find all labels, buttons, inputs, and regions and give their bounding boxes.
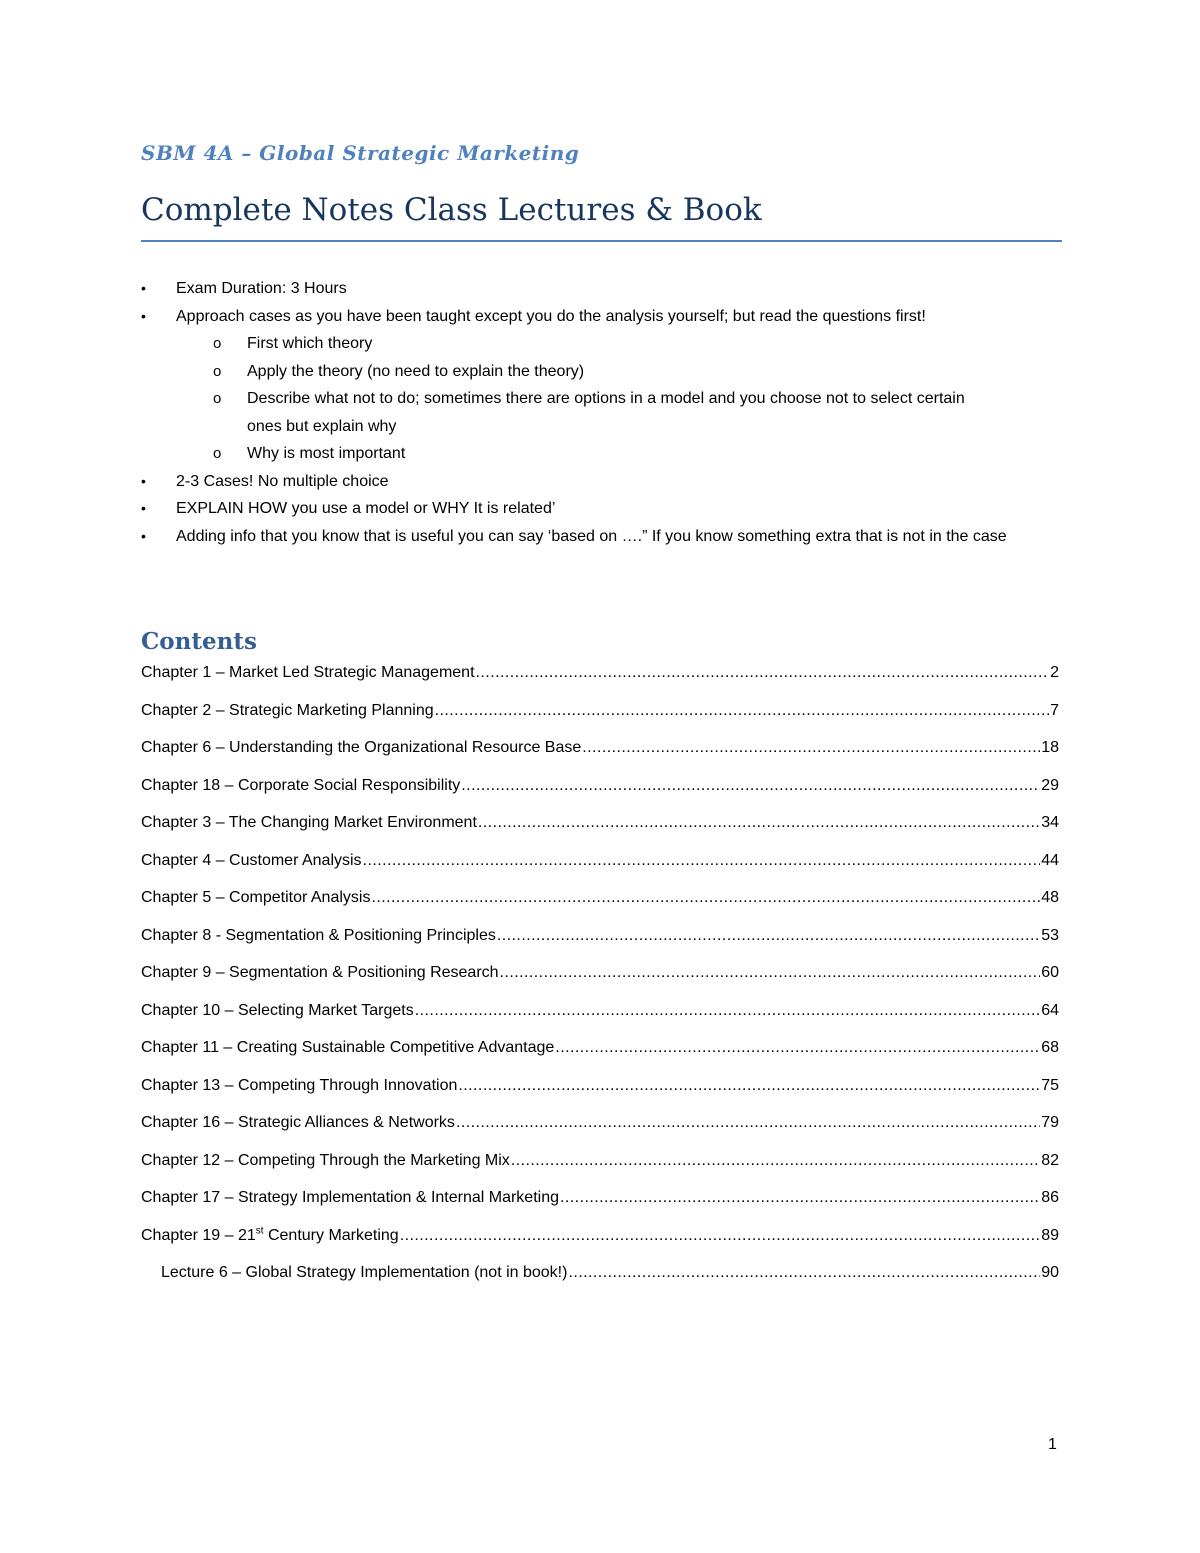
toc-page-number: 7: [1050, 701, 1059, 719]
toc-entry-chapter-4[interactable]: [141, 852, 1059, 890]
toc-dot-leader: [560, 1189, 1040, 1207]
list-item-text: 2-3 Cases! No multiple choice: [176, 472, 389, 490]
toc-page-number: 79: [1041, 1114, 1059, 1131]
toc-entry-label: Chapter 11 – Creating Sustainable Competitive Advantage: [141, 1039, 555, 1056]
toc-dot-leader: [582, 739, 1040, 757]
sub-bullet-marker: o: [213, 362, 222, 380]
sub-list-item: [141, 330, 1062, 358]
toc-page-number: 34: [1041, 814, 1059, 831]
toc-page-number: 82: [1041, 1151, 1059, 1169]
list-item: [141, 468, 1062, 496]
bullet-marker: •: [141, 472, 146, 489]
toc-dot-leader: [458, 1077, 1040, 1095]
toc-entry-label: Chapter 16 – Strategic Alliances & Networks: [141, 1114, 455, 1131]
toc-dot-leader: [568, 1264, 1040, 1282]
toc-page-number: 44: [1041, 851, 1059, 869]
toc-page-number: 48: [1041, 889, 1059, 906]
list-item-text: Approach cases as you have been taught except you do the analysis yourself; but read the questions first!: [176, 307, 926, 325]
sub-list-item-text: Apply the theory (no need to explain the theory): [247, 362, 585, 380]
toc-entry-chapter-9[interactable]: [141, 964, 1059, 1002]
toc-entry-chapter-5[interactable]: [141, 889, 1059, 927]
toc-entry-label: Chapter 6 – Understanding the Organizational Resource Base: [141, 739, 582, 756]
toc-dot-leader: [400, 1227, 1041, 1245]
toc-entry-label: Chapter 18 – Corporate Social Responsibility: [141, 776, 461, 794]
toc-entry-label: Chapter 12 – Competing Through the Marketing Mix: [141, 1151, 510, 1169]
list-item-text: Adding info that you know that is useful you can say ‘based on ….” If you know something extra that is not in the case: [176, 527, 1007, 545]
bullet-marker: •: [141, 280, 146, 296]
bullet-marker: •: [141, 527, 146, 544]
document-title: Complete Notes Class Lectures & Book: [141, 192, 762, 228]
toc-entry-chapter-19[interactable]: [141, 1227, 1059, 1265]
toc-entry-label: [141, 1227, 399, 1245]
list-item-text: EXPLAIN HOW you use a model or WHY It is related’: [176, 500, 556, 517]
sub-list-item: [141, 440, 1062, 468]
toc-page-number: 18: [1041, 739, 1059, 756]
toc-entry-label: Chapter 3 – The Changing Market Environment: [141, 814, 477, 831]
toc-dot-leader: [415, 1002, 1040, 1020]
toc-page-number: 2: [1050, 664, 1059, 681]
toc-page-number: 75: [1041, 1076, 1059, 1094]
toc-page-number: 60: [1041, 964, 1059, 981]
document-subtitle: SBM 4A – Global Strategic Marketing: [141, 141, 580, 165]
toc-entry-chapter-10[interactable]: [141, 1002, 1059, 1040]
toc-page-number: 53: [1041, 926, 1059, 944]
list-item: [141, 495, 1062, 523]
sub-list-item-text: Describe what not to do; sometimes there are options in a model and you choose not to select certain ones but explain why: [247, 390, 965, 435]
toc-dot-leader: [497, 927, 1040, 945]
sub-bullet-marker: o: [213, 390, 222, 407]
toc-entry-chapter-6[interactable]: [141, 739, 1059, 777]
sub-list-item: [141, 385, 1062, 440]
toc-entry-chapter-17[interactable]: [141, 1189, 1059, 1227]
toc-dot-leader: [371, 889, 1040, 907]
bullet-marker: •: [141, 307, 146, 324]
sub-bullet-marker: o: [213, 445, 222, 462]
sub-list-item: [141, 358, 1062, 386]
toc-entry-label: Chapter 13 – Competing Through Innovation: [141, 1076, 458, 1094]
list-item: [141, 523, 1062, 551]
toc-dot-leader: [478, 814, 1040, 832]
toc-page-number: 29: [1041, 776, 1059, 794]
toc-dot-leader: [511, 1152, 1040, 1170]
toc-page-number: 64: [1041, 1001, 1059, 1019]
toc-entry-chapter-13[interactable]: [141, 1077, 1059, 1115]
toc-entry-label: Chapter 9 – Segmentation & Positioning Research: [141, 964, 499, 981]
toc-dot-leader: [363, 852, 1041, 870]
toc-dot-leader: [476, 664, 1050, 682]
toc-entry-chapter-16[interactable]: [141, 1114, 1059, 1152]
toc-entry-label: Chapter 2 – Strategic Marketing Planning: [141, 701, 434, 719]
list-item: [141, 303, 1062, 331]
toc-page-number: 90: [1041, 1264, 1059, 1281]
bullet-marker: •: [141, 500, 146, 516]
toc-dot-leader: [555, 1039, 1040, 1057]
toc-dot-leader: [456, 1114, 1040, 1132]
toc-label-part: Chapter 19 – 21: [141, 1226, 256, 1244]
toc-dot-leader: [435, 702, 1049, 720]
list-item: [141, 275, 1062, 303]
toc-entry-chapter-18[interactable]: [141, 777, 1059, 815]
toc-entry-label: Chapter 17 – Strategy Implementation & Internal Marketing: [141, 1189, 559, 1206]
toc-entry-chapter-11[interactable]: [141, 1039, 1059, 1077]
toc-entry-label: Chapter 10 – Selecting Market Targets: [141, 1001, 414, 1019]
toc-entry-label: Chapter 4 – Customer Analysis: [141, 851, 362, 869]
sub-list-item-text: Why is most important: [247, 445, 406, 462]
page-number: 1: [1048, 1436, 1057, 1453]
sub-bullet-marker: o: [213, 335, 222, 352]
toc-entry-chapter-1[interactable]: [141, 664, 1059, 702]
toc-label-superscript: st: [255, 1225, 264, 1237]
toc-page-number: 86: [1041, 1189, 1059, 1206]
toc-dot-leader: [461, 777, 1040, 795]
toc-label-part: Century Marketing: [263, 1226, 399, 1244]
toc-entry-lecture-6[interactable]: [141, 1264, 1059, 1302]
toc-entry-chapter-3[interactable]: [141, 814, 1059, 852]
toc-page-number: 89: [1041, 1226, 1059, 1244]
toc-entry-label: Chapter 1 – Market Led Strategic Management: [141, 664, 475, 681]
toc-entry-chapter-12[interactable]: [141, 1152, 1059, 1190]
toc-entry-label: Lecture 6 – Global Strategy Implementation (not in book!): [161, 1264, 568, 1281]
toc-entry-label: Chapter 5 – Competitor Analysis: [141, 889, 371, 906]
title-underline-rule: [141, 240, 1062, 242]
toc-page-number: 68: [1041, 1039, 1059, 1056]
list-item-text: Exam Duration: 3 Hours: [176, 280, 347, 297]
sub-list-item-text: First which theory: [247, 335, 373, 352]
toc-entry-label: Chapter 8 - Segmentation & Positioning Principles: [141, 926, 496, 944]
toc-entry-chapter-2[interactable]: [141, 702, 1059, 740]
toc-entry-chapter-8[interactable]: [141, 927, 1059, 965]
exam-notes-list: [141, 275, 1062, 550]
table-of-contents: [141, 664, 1059, 1302]
contents-heading: Contents: [141, 628, 257, 655]
toc-dot-leader: [500, 964, 1041, 982]
